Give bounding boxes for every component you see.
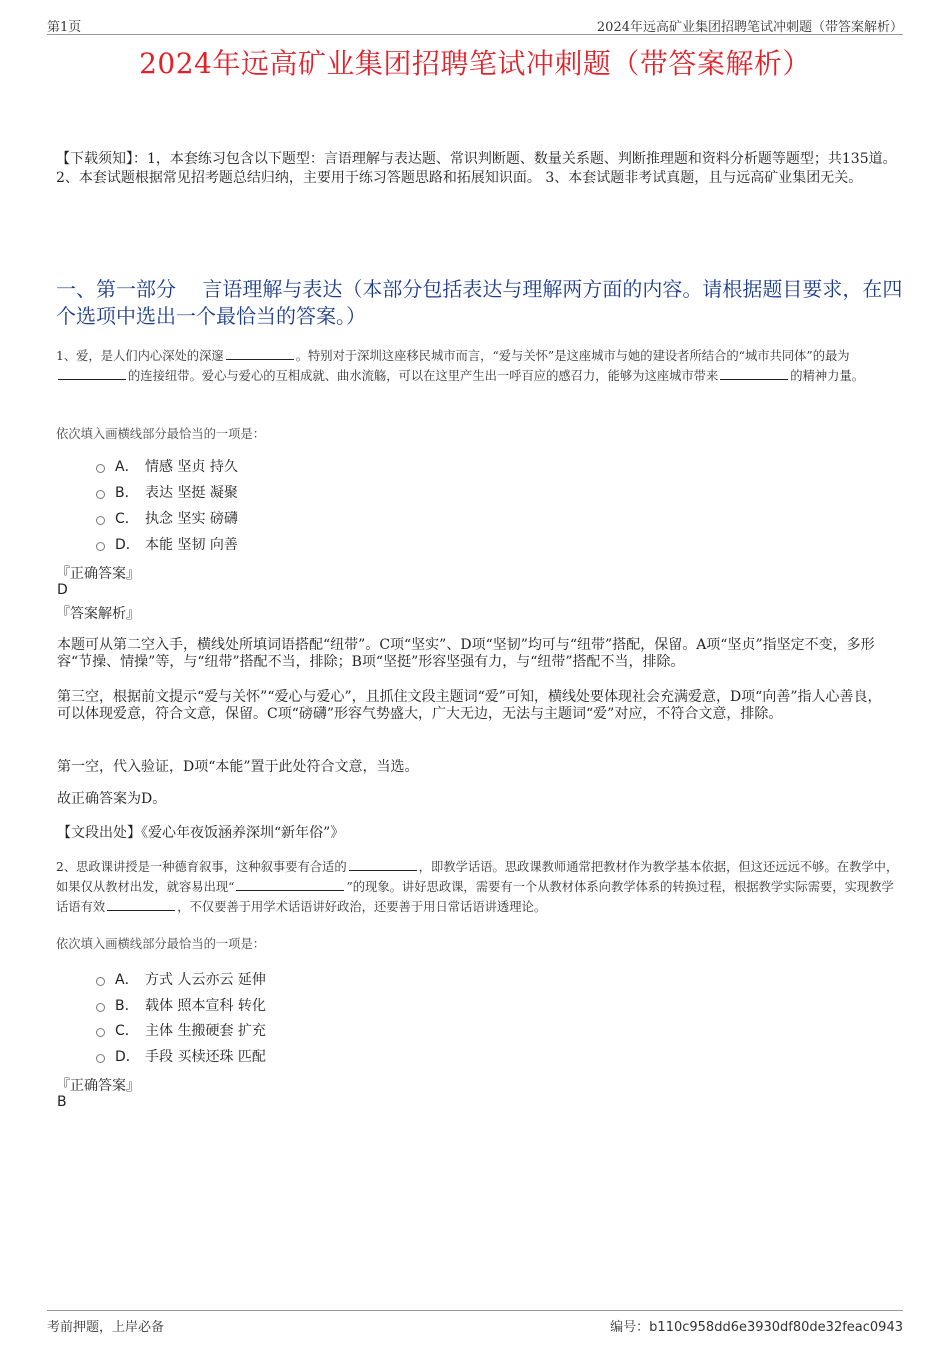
radio-icon[interactable]: [96, 977, 105, 986]
question-1-option-b[interactable]: B． 表达 坚挺 凝聚: [96, 482, 238, 502]
question-2-answer: B: [57, 1094, 67, 1110]
question-2-option-b[interactable]: B． 载体 照本宣科 转化: [96, 995, 266, 1015]
radio-icon[interactable]: [96, 1003, 105, 1012]
fill-blank: [720, 367, 788, 380]
question-1-answer: D: [57, 582, 68, 598]
section-heading: 一、第一部分 言语理解与表达（本部分包括表达与理解两方面的内容。请根据题目要求，在四个选项中选出一个最恰当的答案。）: [56, 277, 903, 328]
question-2-option-a[interactable]: A． 方式 人云亦云 延伸: [96, 969, 266, 989]
question-2-answer-label: 『正确答案』: [56, 1078, 140, 1094]
question-1-option-d[interactable]: D． 本能 坚韧 向善: [96, 534, 238, 554]
analysis-paragraph: 故正确答案为D。: [57, 791, 167, 807]
radio-icon[interactable]: [96, 516, 105, 525]
page-footer: [47, 1310, 903, 1337]
footer-code-value: b110c958dd6e3930df80de32feac0943: [649, 1320, 903, 1335]
fill-blank: [226, 347, 294, 360]
document-title: 2024年远高矿业集团招聘笔试冲刺题（带答案解析）: [139, 47, 811, 80]
header-doc-title: 2024年远高矿业集团招聘笔试冲刺题（带答案解析）: [596, 20, 903, 35]
question-1-option-c[interactable]: C． 执念 坚实 磅礴: [96, 508, 238, 528]
question-1-prompt: 依次填入画横线部分最恰当的一项是：: [56, 427, 266, 441]
fill-blank: [107, 898, 175, 911]
fill-blank: [58, 367, 126, 380]
question-1-answer-label: 『正确答案』: [56, 566, 140, 582]
question-2-option-d[interactable]: D． 手段 买椟还珠 匹配: [96, 1046, 266, 1066]
analysis-paragraph: 第一空，代入验证，D项“本能”置于此处符合文意，当选。: [57, 759, 419, 775]
footer-slogan: 考前押题，上岸必备: [47, 1320, 165, 1335]
fill-blank: [236, 878, 344, 891]
fill-blank: [349, 858, 417, 871]
radio-icon[interactable]: [96, 1028, 105, 1037]
question-1-stem: 1、爱，是人们内心深处的深邃 。特别对于深圳这座移民城市而言，“爱与关怀”是这座城市与她的建设者所结合的“城市共同体”的最为的连接纽带。爱心与爱心的互相成就、曲水流觞，可以在这里产生出一呼百应的感召力，能够为这座城市带来 的精神力量。: [56, 349, 865, 383]
page-number: 第1页: [47, 20, 82, 35]
analysis-paragraph: 本题可从第二空入手，横线处所填词语搭配“纽带”。C项“坚实”、D项“坚韧”均可与“纽带”搭配，保留。A项“坚贞”指坚定不变，多形容“节操、情操”等，与“纽带”搭配不当，排除；B项“坚挺”形容坚强有力，与“纽带”搭配不当，排除。: [57, 637, 875, 670]
question-1-option-a[interactable]: A． 情感 坚贞 持久: [96, 456, 238, 476]
analysis-paragraph: 第三空，根据前文提示“爱与关怀”“爱心与爱心”，且抓住文段主题词“爱”可知，横线处要体现社会充满爱意，D项“向善”指人心善良，可以体现爱意，符合文意，保留。C项“磅礴”形容气势盛大，广大无边，无法与主题词“爱”对应，不符合文意，排除。: [57, 689, 882, 722]
question-2-option-c[interactable]: C． 主体 生搬硬套 扩充: [96, 1020, 266, 1040]
radio-icon[interactable]: [96, 490, 105, 499]
radio-icon[interactable]: [96, 1054, 105, 1063]
footer-code-label: 编号：: [610, 1320, 650, 1335]
question-1-analysis-label: 『答案解析』: [56, 606, 140, 622]
question-2-stem: 2、思政课讲授是一种德育叙事，这种叙事要有合适的 ，即教学话语。思政课教师通常把教材作为教学基本依据，但这还远远不够。在教学中，如果仅从教材出发，就容易出现“ ”的现象。讲好思政课，需要有一个从教材体系向教学体系的转换过程，根据教学实际需要，实现教学话语有效 ，不仅要善于用学术话语讲好政治，还要善于用日常话语讲透理论。: [56, 860, 899, 914]
download-notice: 【下载须知】：1，本套练习包含以下题型：言语理解与表达题、常识判断题、数量关系题、判断推理题和资料分析题等题型；共135道。 2、本套试题根据常见招考题总结归纳，主要用于练习答题思路和拓展知识面。 3、本套试题非考试真题，且与远高矿业集团无关。: [56, 151, 897, 186]
radio-icon[interactable]: [96, 464, 105, 473]
radio-icon[interactable]: [96, 542, 105, 551]
footer-code: [610, 1316, 903, 1335]
page-header: [47, 14, 903, 35]
question-2-prompt: 依次填入画横线部分最恰当的一项是：: [56, 937, 266, 951]
source-citation: 【文段出处】《爱心年夜饭涵养深圳“新年俗”》: [57, 825, 345, 841]
